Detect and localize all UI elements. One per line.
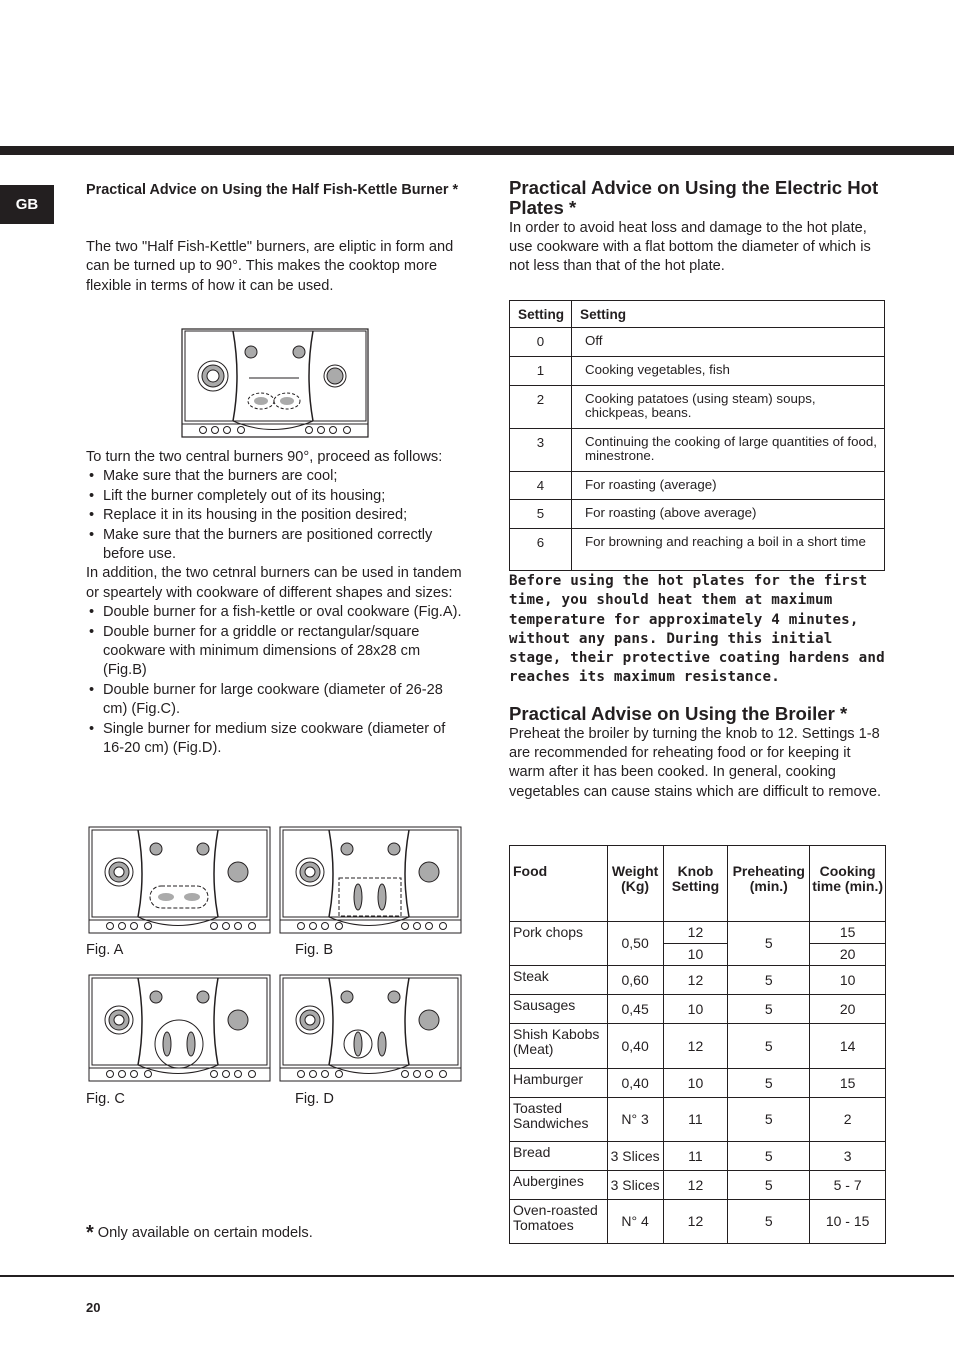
list-item: • Make sure that the burners are cool; <box>86 467 462 486</box>
cooking-time: 2 <box>810 1098 886 1142</box>
knob-setting: 11 <box>663 1142 728 1171</box>
list-item: • Lift the burner completely out of its housing; <box>86 487 462 506</box>
turn-steps-list <box>86 467 462 564</box>
setting-description: For browning and reaching a boil in a short time <box>572 529 885 571</box>
broiler-text: Preheat the broiler by turning the knob to 12. Settings 1-8 are recommended for reheating food or for keeping it warm after it has been cooked. In general, cooking vegetables can cause stains which are difficult to remove. <box>509 726 882 800</box>
table-header-row <box>510 301 885 328</box>
footnote <box>86 1222 313 1245</box>
table-row <box>510 357 885 386</box>
preheating: 5 <box>728 1098 810 1142</box>
food-name: Oven-roasted Tomatoes <box>510 1200 608 1244</box>
knob-setting: 10 <box>663 995 728 1024</box>
setting-value: 2 <box>510 386 572 429</box>
food-name: Sausages <box>510 995 608 1024</box>
setting-value: 0 <box>510 328 572 357</box>
knob-setting: 12 <box>663 966 728 995</box>
fish-kettle-intro <box>86 238 462 296</box>
hotplates-heading: Practical Advice on Using the Electric Hot Plates * <box>509 177 879 218</box>
settings-table <box>509 300 885 571</box>
table-header-row <box>510 846 886 922</box>
food-name: Shish Kabobs (Meat) <box>510 1024 608 1069</box>
top-rule <box>0 146 954 155</box>
food-weight: 3 Slices <box>607 1142 663 1171</box>
list-item: • Double burner for a griddle or rectangular/square cookware with minimum dimensions of 28x28 cm (Fig.B) <box>86 623 462 681</box>
cooking-time: 15 <box>810 922 886 944</box>
turn-intro: To turn the two central burners 90°, proceed as follows: <box>86 449 443 465</box>
cooking-time: 20 <box>810 944 886 966</box>
page-number: 20 <box>86 1300 101 1315</box>
cooking-time: 14 <box>810 1024 886 1069</box>
table-row <box>510 472 885 500</box>
column-header: Knob Setting <box>663 846 728 922</box>
table-row <box>510 1069 886 1098</box>
setting-description: Continuing the cooking of large quantities of food, minestrone. <box>572 429 885 472</box>
list-item: • Double burner for a fish-kettle or oval cookware (Fig.A). <box>86 603 462 622</box>
cooking-time: 10 - 15 <box>810 1200 886 1244</box>
preheating: 5 <box>728 966 810 995</box>
column-header: Food <box>510 846 608 922</box>
table-row <box>510 1171 886 1200</box>
table-row <box>510 386 885 429</box>
footnote-text: Only available on certain models. <box>97 1225 313 1241</box>
fig-a-diagram <box>88 826 271 934</box>
table-row <box>510 1098 886 1142</box>
preheating: 5 <box>728 1024 810 1069</box>
food-weight: N° 4 <box>607 1200 663 1244</box>
list-item: • Replace it in its housing in the position desired; <box>86 506 462 525</box>
preheating: 5 <box>728 1069 810 1098</box>
setting-value: 1 <box>510 357 572 386</box>
knob-setting: 12 <box>663 1171 728 1200</box>
food-weight: 3 Slices <box>607 1171 663 1200</box>
uses-list <box>86 603 462 758</box>
burner-instructions <box>86 448 462 759</box>
table-row <box>510 1200 886 1244</box>
fig-a-label: Fig. A <box>86 942 124 958</box>
column-header: Setting <box>572 301 885 328</box>
table-row <box>510 1142 886 1171</box>
food-name: Steak <box>510 966 608 995</box>
table-row <box>510 328 885 357</box>
table-row <box>510 922 886 944</box>
language-tab: GB <box>0 185 54 224</box>
list-item: • Double burner for large cookware (diameter of 26-28 cm) (Fig.C). <box>86 681 462 720</box>
column-header: Setting <box>510 301 572 328</box>
broiler-heading: Practical Advise on Using the Broiler * <box>509 703 848 724</box>
knob-setting: 12 <box>663 922 728 944</box>
cooking-time: 15 <box>810 1069 886 1098</box>
addition-text: In addition, the two cetnral burners can be used in tandem or speartely with cookware of different shapes and sizes: <box>86 565 462 601</box>
fish-kettle-heading: Practical Advice on Using the Half Fish-Kettle Burner * <box>86 182 459 198</box>
cooking-time: 3 <box>810 1142 886 1171</box>
table-row <box>510 500 885 529</box>
setting-description: For roasting (average) <box>572 472 885 500</box>
preheating: 5 <box>728 1142 810 1171</box>
setting-description: Off <box>572 328 885 357</box>
intro-text: The two "Half Fish-Kettle" burners, are eliptic in form and can be turned up to 90°. This makes the cooktop more flexible in terms of how it can be used. <box>86 239 454 294</box>
preheating: 5 <box>728 922 810 966</box>
cooking-time: 5 - 7 <box>810 1171 886 1200</box>
fig-b-label: Fig. B <box>295 942 334 958</box>
food-weight: 0,50 <box>607 922 663 966</box>
food-name: Hamburger <box>510 1069 608 1098</box>
table-row <box>510 1024 886 1069</box>
setting-value: 4 <box>510 472 572 500</box>
fig-b-diagram <box>279 826 462 934</box>
setting-description: Cooking vegetables, fish <box>572 357 885 386</box>
setting-value: 5 <box>510 500 572 529</box>
knob-setting: 10 <box>663 944 728 966</box>
fig-d-label: Fig. D <box>295 1091 334 1107</box>
setting-value: 3 <box>510 429 572 472</box>
table-row <box>510 966 886 995</box>
column-header: Preheating (min.) <box>728 846 810 922</box>
setting-description: Cooking patatoes (using steam) soups, chickpeas, beans. <box>572 386 885 429</box>
footnote-star: * <box>86 1222 94 1244</box>
knob-setting: 10 <box>663 1069 728 1098</box>
fig-c-diagram <box>88 974 271 1082</box>
table-row <box>510 429 885 472</box>
food-weight: 0,40 <box>607 1069 663 1098</box>
food-weight: 0,40 <box>607 1024 663 1069</box>
broiler-table <box>509 845 886 1244</box>
bottom-rule <box>0 1275 954 1277</box>
food-weight: 0,45 <box>607 995 663 1024</box>
knob-setting: 11 <box>663 1098 728 1142</box>
list-item: • Single burner for medium size cookware (diameter of 16-20 cm) (Fig.D). <box>86 720 462 759</box>
fig-d-diagram <box>279 974 462 1082</box>
food-name: Toasted Sandwiches <box>510 1098 608 1142</box>
knob-setting: 12 <box>663 1024 728 1069</box>
hotplates-text: In order to avoid heat loss and damage to the hot plate, use cookware with a flat bottom the diameter of which is not less than that of the hot plate. <box>509 220 871 275</box>
column-header: Weight (Kg) <box>607 846 663 922</box>
first-use-warning: Before using the hot plates for the first time, you should heat them at maximum temperature for approximately 4 minutes, without any pans. During this initial stage, their protective coating hardens and reaches its maximum resistance. <box>509 573 885 686</box>
column-header: Cooking time (min.) <box>810 846 886 922</box>
cooking-time: 20 <box>810 995 886 1024</box>
setting-description: For roasting (above average) <box>572 500 885 529</box>
preheating: 5 <box>728 995 810 1024</box>
food-name: Bread <box>510 1142 608 1171</box>
food-name: Pork chops <box>510 922 608 966</box>
food-weight: 0,60 <box>607 966 663 995</box>
cooking-time: 10 <box>810 966 886 995</box>
food-name: Aubergines <box>510 1171 608 1200</box>
hob-diagram-main <box>181 328 369 438</box>
knob-setting: 12 <box>663 1200 728 1244</box>
setting-value: 6 <box>510 529 572 571</box>
food-weight: N° 3 <box>607 1098 663 1142</box>
preheating: 5 <box>728 1200 810 1244</box>
list-item: • Make sure that the burners are positioned correctly before use. <box>86 526 462 565</box>
table-row <box>510 529 885 571</box>
preheating: 5 <box>728 1171 810 1200</box>
table-row <box>510 995 886 1024</box>
fig-c-label: Fig. C <box>86 1091 125 1107</box>
